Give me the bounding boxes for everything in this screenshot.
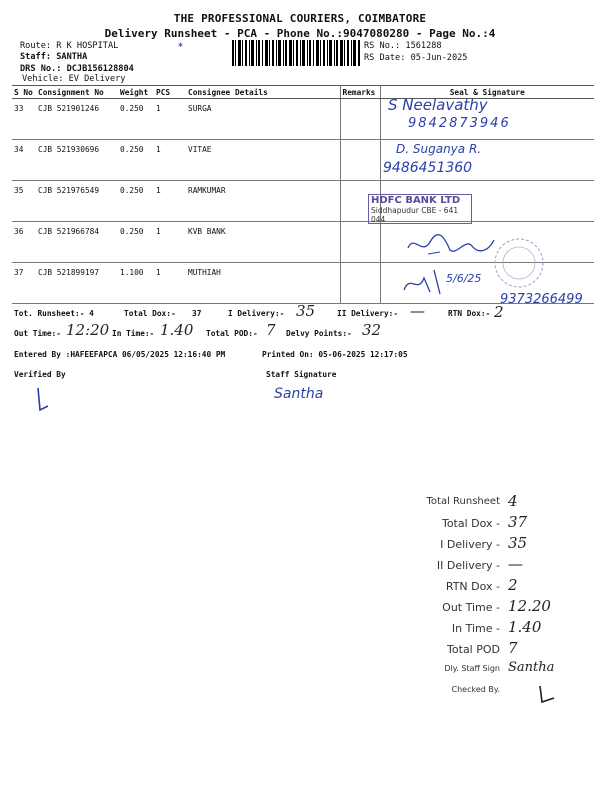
stamp-label: In Time - [451, 622, 500, 635]
drs-number: DRS No.: DCJB156128804 [20, 64, 134, 74]
stamp-label: Total Dox - [441, 517, 500, 530]
stamp-value: 4 [508, 492, 518, 510]
col-header-consignee: Consignee Details [186, 86, 340, 99]
checked-by-signature [532, 682, 560, 708]
stamp-value: 2 [508, 576, 518, 594]
table-row [12, 181, 594, 222]
hdfc-stamp [368, 194, 472, 224]
stamp-label: Dly. Staff Sign [444, 664, 500, 673]
cell-weight: 0.250 [118, 140, 154, 181]
stamp-branch: Siddhapudur CBE - 641 044 [371, 206, 459, 224]
cell-weight: 1.100 [118, 263, 154, 304]
purple-mark: ✱ [178, 40, 183, 49]
vehicle-label: Vehicle: EV Delivery [22, 74, 126, 84]
signature-row-34: D. Suganya R. [396, 142, 482, 156]
cell-consignee: MUTHIAH [186, 263, 340, 304]
stamp-value: — [508, 555, 523, 573]
staff-signature-hand: Santha [274, 386, 324, 402]
signature-row-36 [400, 226, 500, 260]
cell-remarks [340, 99, 380, 140]
cell-remarks [340, 263, 380, 304]
signature-row-33: S Neelavathy [388, 96, 488, 114]
col-header-weight: Weight [118, 86, 154, 99]
out-time-value: 12:20 [66, 321, 110, 339]
stamp-value: 1.40 [508, 618, 542, 636]
cell-pcs: 1 [154, 99, 186, 140]
tot-runsheet: Tot. Runsheet:- 4 [14, 309, 94, 318]
stamp-label: RTN Dox - [445, 580, 500, 593]
cell-weight: 0.250 [118, 181, 154, 222]
delvy-points-value: 32 [362, 321, 382, 339]
staff-signature-label: Staff Signature [266, 370, 337, 379]
company-title: THE PROFESSIONAL COURIERS, COIMBATORE [173, 12, 427, 25]
col-header-remarks: Remarks [340, 86, 380, 99]
verified-by-label: Verified By [14, 370, 66, 379]
cell-consignee: VITAE [186, 140, 340, 181]
cell-sno: 34 [12, 140, 36, 181]
col-header-consignment: Consignment No [36, 86, 118, 99]
ii-delivery-label: II Delivery:- [337, 309, 399, 318]
phone-row-33: 9842873946 [408, 116, 511, 131]
total-dox-value: 37 [192, 309, 202, 318]
stamp-label: I Delivery - [440, 538, 500, 551]
cell-pcs: 1 [154, 181, 186, 222]
col-header-pcs: PCS [154, 86, 186, 99]
total-pod-value: 7 [266, 321, 276, 339]
cell-remarks [340, 222, 380, 263]
stamp-value: 37 [508, 513, 528, 531]
stamp-label: II Delivery - [436, 559, 500, 572]
cell-consignment: CJB 521930696 [36, 140, 118, 181]
delvy-points-label: Delvy Points:- [286, 329, 352, 338]
stamp-value: 7 [508, 639, 518, 657]
cell-remarks [340, 140, 380, 181]
i-delivery-value: 35 [296, 302, 316, 320]
rs-number: RS No.: 1561288 [364, 41, 442, 51]
stamp-value: Santha [508, 660, 555, 675]
date-row-37: 5/6/25 [446, 272, 482, 285]
stamp-label: Total POD [447, 643, 500, 656]
cell-sno: 35 [12, 181, 36, 222]
stamp-value: 12.20 [508, 597, 551, 615]
cell-pcs: 1 [154, 222, 186, 263]
table-row [12, 140, 594, 181]
cell-consignment: CJB 521976549 [36, 181, 118, 222]
cell-pcs: 1 [154, 263, 186, 304]
stamp-summary-labels [380, 496, 500, 706]
table-header-row [12, 86, 594, 99]
cell-consignment: CJB 521901246 [36, 99, 118, 140]
ii-delivery-value: — [410, 302, 425, 320]
cell-consignment: CJB 521966784 [36, 222, 118, 263]
phone-row-34: 9486451360 [383, 160, 473, 176]
stamp-label: Total Runsheet [426, 496, 500, 507]
cell-weight: 0.250 [118, 99, 154, 140]
col-header-seal: Seal & Signature [380, 86, 594, 99]
stamp-value: 35 [508, 534, 528, 552]
staff-label: Staff: SANTHA [20, 52, 88, 62]
cell-sno: 36 [12, 222, 36, 263]
cell-consignee: SURGA [186, 99, 340, 140]
out-time-label: Out Time:- [14, 329, 61, 338]
barcode [232, 40, 360, 66]
phone-row-37: 9373266499 [500, 292, 583, 307]
i-delivery-label: I Delivery:- [228, 309, 285, 318]
runsheet-subtitle: Delivery Runsheet - PCA - Phone No.:9047080280 - Page No.:4 [104, 27, 496, 40]
entered-by: Entered By :HAFEEFAPCA 06/05/2025 12:16:40 PM [14, 350, 226, 359]
rs-date: RS Date: 05-Jun-2025 [364, 53, 468, 63]
stamp-summary-values [508, 492, 588, 702]
cell-pcs: 1 [154, 140, 186, 181]
round-seal-icon [488, 236, 550, 290]
in-time-label: In Time:- [112, 329, 155, 338]
stamp-label: Checked By. [451, 685, 500, 694]
route-label: Route: R K HOSPITAL [20, 41, 119, 51]
verified-signature [28, 384, 52, 416]
total-pod-label: Total POD:- [206, 329, 258, 338]
cell-consignment: CJB 521899197 [36, 263, 118, 304]
col-header-sno: S No [12, 86, 36, 99]
cell-sno: 33 [12, 99, 36, 140]
cell-consignee: KVB BANK [186, 222, 340, 263]
cell-weight: 0.250 [118, 222, 154, 263]
printed-on: Printed On: 05-06-2025 12:17:05 [262, 350, 408, 359]
rtn-dox-value: 2 [494, 303, 504, 321]
in-time-value: 1.40 [160, 321, 194, 339]
cell-consignee: RAMKUMAR [186, 181, 340, 222]
total-dox-label: Total Dox:- [124, 309, 176, 318]
stamp-label: Out Time - [442, 601, 500, 614]
rtn-dox-label: RTN Dox:- [448, 309, 491, 318]
stamp-bank-name: HDFC BANK LTD [371, 195, 461, 206]
cell-sno: 37 [12, 263, 36, 304]
